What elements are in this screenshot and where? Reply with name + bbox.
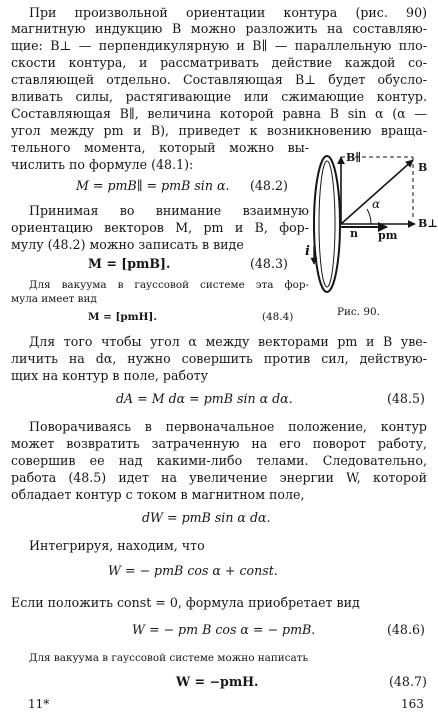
text-line: совершив ее над какими-либо телами. Следовательно,	[11, 453, 427, 468]
page-number: 163	[401, 697, 424, 711]
equation-number: (48.4)	[262, 311, 294, 323]
label-b-perp: B⊥	[418, 217, 438, 230]
label-b: B	[418, 161, 428, 174]
equation-w: W = − pmB cos α + const.	[108, 563, 278, 578]
text-line: личить на dα, нужно совершить против сил, действую-	[11, 351, 427, 366]
text-line: Составляющая B∥, величина которой равна B sin α (α —	[11, 106, 427, 121]
note-line: Для вакуума в гауссовой системе эта фор-	[29, 279, 309, 291]
text-line: Поворачиваясь в первоначальное положение, контур	[29, 419, 427, 434]
text-line: щие: B⊥ — перпендикулярную и B∥ — параллельную пло-	[11, 38, 427, 53]
angle-arc	[367, 209, 371, 224]
text-line: обладает контур с током в магнитном поле,	[11, 487, 305, 502]
text-line: магнитную индукцию B можно разложить на составляю-	[11, 21, 427, 36]
text-line: вливать силы, растягивающие или сжимающие контур.	[11, 89, 427, 104]
text-line: ставляющей отдельно. Составляющая B⊥ будет обусло-	[11, 72, 427, 87]
equation-number: (48.5)	[387, 391, 425, 406]
text-line: Интегрируя, находим, что	[29, 538, 205, 553]
equation-48-6: W = − pm B cos α = − pmB.	[132, 622, 316, 637]
text-line: работа (48.5) идет на увеличение энергии W, которой	[11, 470, 427, 485]
text-line: числить по формуле (48.1):	[11, 157, 194, 172]
equation-number: (48.3)	[250, 256, 288, 271]
equation-number: (48.2)	[250, 178, 288, 193]
equation-dw: dW = pmB sin α dα.	[142, 510, 271, 525]
equation-48-4: M = [pmH].	[88, 311, 157, 323]
current-loop-inner	[319, 161, 335, 287]
text-line: щих на контур в поле, работу	[11, 368, 209, 383]
equation-number: (48.6)	[387, 622, 425, 637]
text-line: может возвратить затраченную на его поворот работу,	[11, 436, 427, 451]
text-line: скости контура, и рассматривать действие каждой со-	[11, 55, 427, 70]
text-line: При произвольной ориентации контура (рис. 90)	[29, 5, 427, 20]
label-n: n	[350, 227, 358, 240]
note-line: Для вакуума в гауссовой системе можно написать	[29, 652, 309, 664]
equation-48-5: dA = M dα = pmB sin α dα.	[116, 391, 293, 406]
b-vector	[341, 160, 413, 224]
equation-48-7: W = −pmH.	[176, 674, 259, 689]
equation-number: (48.7)	[389, 674, 427, 689]
text-line: ориентацию векторов M, pm и B, фор-	[11, 220, 309, 235]
equation-48-3: M = [pmB].	[88, 256, 171, 271]
text-line: Для того чтобы угол α между векторами pm и B уве-	[29, 334, 427, 349]
label-b-parallel: B∥	[346, 151, 362, 164]
label-pm: pm	[378, 229, 398, 242]
text-line: тельного момента, который можно вы-	[11, 140, 309, 155]
equation-48-2: M = pmB∥ = pmB sin α.	[76, 178, 230, 193]
label-alpha: α	[372, 197, 381, 211]
note-line: мула имеет вид	[11, 293, 97, 305]
label-current: i	[305, 244, 310, 259]
text-line: угол между pm и B), приведет к возникновению враща-	[11, 123, 427, 138]
text-line: Принимая во внимание взаимную	[29, 203, 309, 218]
current-loop	[314, 156, 340, 292]
signature-mark: 11*	[28, 697, 50, 711]
figure-caption: Рис. 90.	[337, 306, 380, 318]
figure-90-diagram	[303, 148, 429, 300]
text-line: мулу (48.2) можно записать в виде	[11, 237, 244, 252]
text-line: Если положить const = 0, формула приобретает вид	[11, 595, 360, 610]
